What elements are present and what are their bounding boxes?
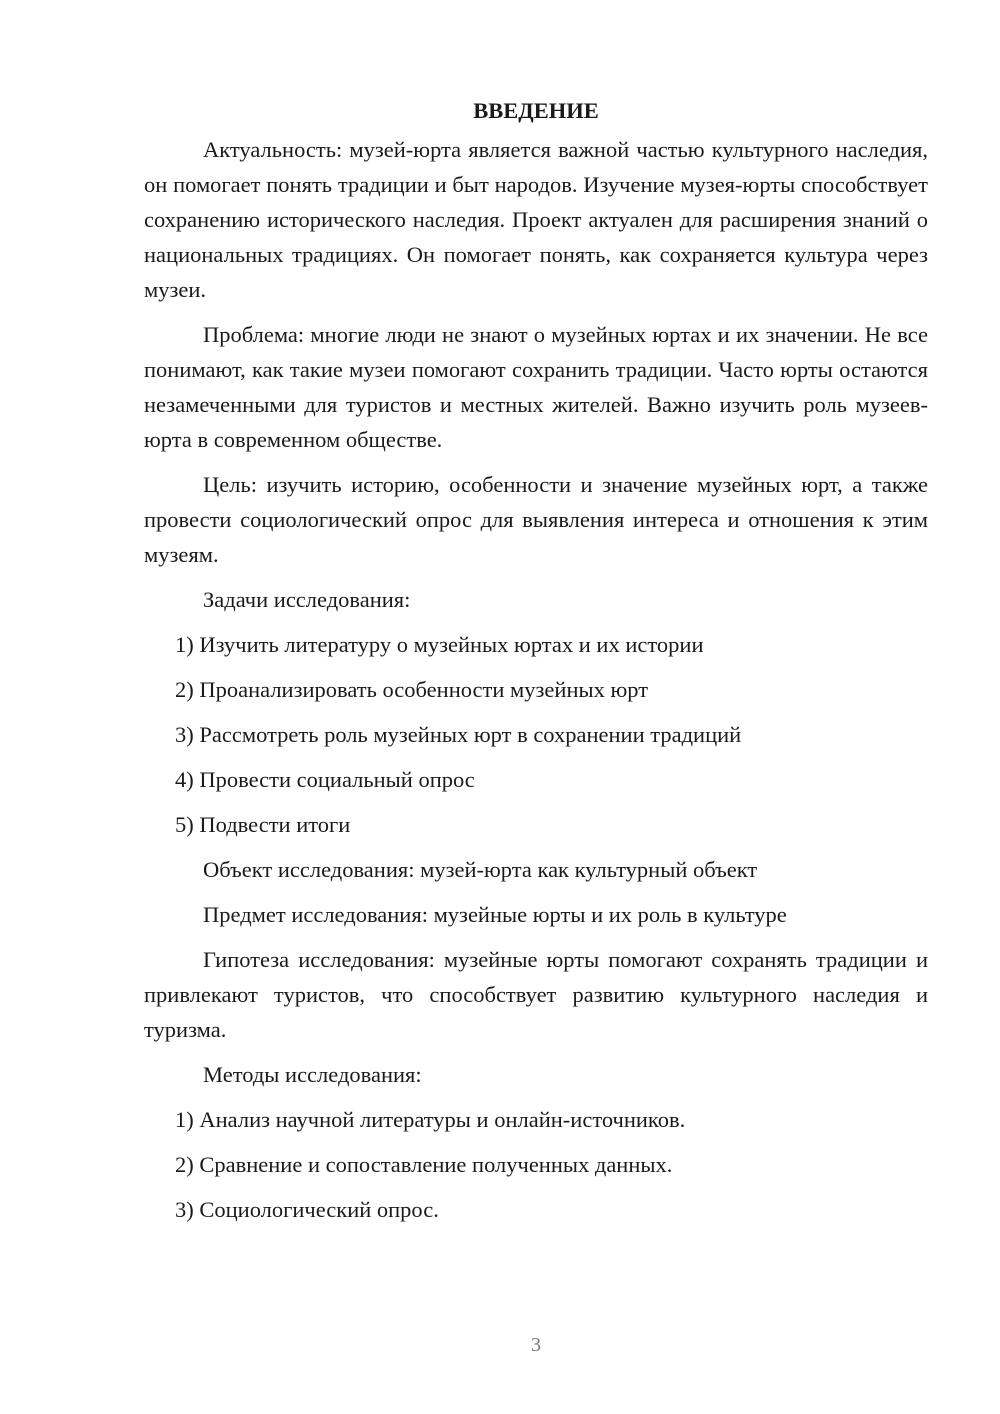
task-item: 3) Рассмотреть роль музейных юрт в сохранении традиций — [175, 722, 742, 747]
relevance-paragraph: Актуальность: музей-юрта является важной частью культурного наследия, он помогает понять традиции и быт народов. Изучение музея-юрты способствует сохранению исторического наследия. Проект актуален для расширения знаний о национальных традициях. Он помогает понять, как сохраняется культура через музеи. — [144, 137, 928, 302]
problem-paragraph: Проблема: многие люди не знают о музейных юртах и их значении. Не все понимают, как такие музеи помогают сохранить традиции. Часто юрты остаются незамеченными для туристов и местных жителей. Важно изучить роль музеев-юрта в современном обществе. — [144, 322, 928, 452]
task-item: 5) Подвести итоги — [175, 812, 351, 837]
goal-paragraph: Цель: изучить историю, особенности и значение музейных юрт, а также провести социологический опрос для выявления интереса и отношения к этим музеям. — [144, 472, 928, 567]
method-item: 1) Анализ научной литературы и онлайн-источников. — [175, 1107, 686, 1132]
tasks-heading: Задачи исследования: — [203, 587, 411, 612]
page-title: ВВЕДЕНИЕ — [473, 98, 599, 123]
task-item: 1) Изучить литературу о музейных юртах и их истории — [175, 632, 704, 657]
method-item: 2) Сравнение и сопоставление полученных данных. — [175, 1152, 673, 1177]
hypothesis-paragraph: Гипотеза исследования: музейные юрты помогают сохранять традиции и привлекают туристов, что способствует развитию культурного наследия и туризма. — [144, 947, 928, 1042]
object-paragraph: Объект исследования: музей-юрта как культурный объект — [203, 857, 758, 882]
method-item: 3) Социологический опрос. — [175, 1197, 439, 1222]
document-page — [144, 93, 928, 1237]
subject-paragraph: Предмет исследования: музейные юрты и их роль в культуре — [203, 902, 787, 927]
task-item: 4) Провести социальный опрос — [175, 767, 475, 792]
methods-heading: Методы исследования: — [203, 1062, 422, 1087]
task-item: 2) Проанализировать особенности музейных юрт — [175, 677, 649, 702]
page-number: 3 — [531, 1334, 541, 1356]
